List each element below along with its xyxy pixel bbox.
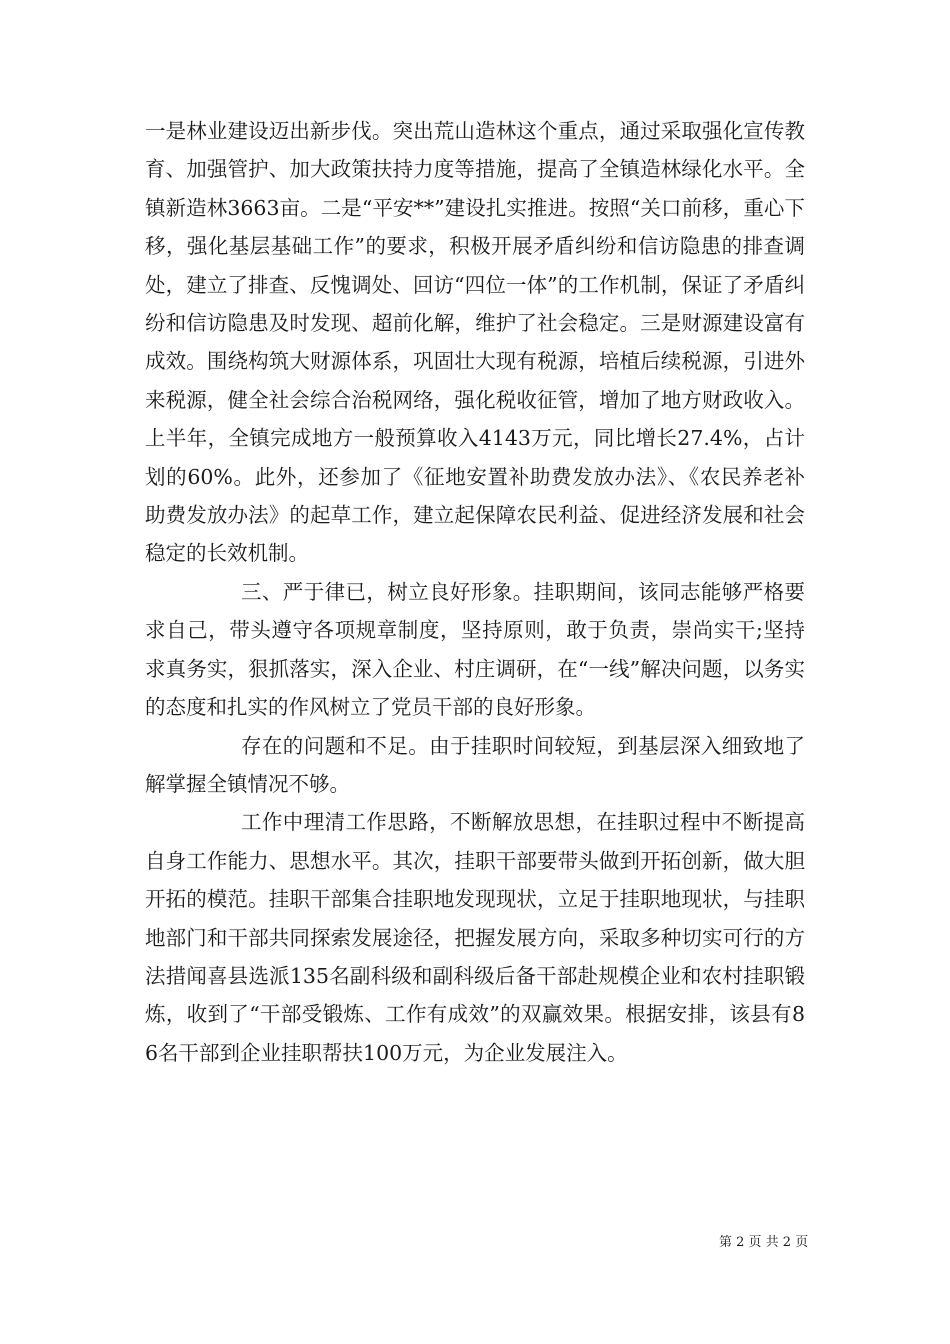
- paragraph-problems: 存在的问题和不足。由于挂职时间较短，到基层深入细致地了解掌握全镇情况不够。: [145, 733, 805, 796]
- document-body: [145, 112, 805, 1072]
- paragraph-work-ideas: 工作中理清工作思路，不断解放思想，在挂职过程中不断提高自身工作能力、思想水平。其次，挂职干部要带头做到开拓创新，做大胆开拓的模范。挂职干部集合挂职地发现现状，立足于挂职地现状，与挂职地部门和干部共同探索发展途径，把握发展方向，采取多种切实可行的方法措闻喜县选派135名副科级和副科级后备干部赴规模企业和农村挂职锻炼，收到了“干部受锻炼、工作有成效”的双赢效果。根据安排，该县有86名干部到企业挂职帮扶100万元，为企业发展注入。: [145, 810, 805, 1065]
- paragraph-self-discipline: 三、严于律已，树立良好形象。挂职期间，该同志能够严格要求自己，带头遵守各项规章制度，坚持原则，敢于负责，崇尚实干;坚持求真务实，狠抓落实，深入企业、村庄调研，在“一线”解决问题，以务实的态度和扎实的作风树立了党员干部的良好形象。: [145, 579, 805, 720]
- page-number-footer: 第 2 页 共 2 页: [719, 1235, 809, 1250]
- paragraph-forestry-safety-finance: 一是林业建设迈出新步伐。突出荒山造林这个重点，通过采取强化宣传教育、加强管护、加大政策扶持力度等措施，提高了全镇造林绿化水平。全镇新造林3663亩。二是“平安**”建设扎实推进。按照“关口前移，重心下移，强化基层基础工作”的要求，积极开展矛盾纠纷和信访隐患的排查调处，建立了排查、反愧调处、回访“四位一体”的工作机制，保证了矛盾纠纷和信访隐患及时发现、超前化解，维护了社会稳定。三是财源建设富有成效。围绕构筑大财源体系，巩固壮大现有税源，培植后续税源，引进外来税源，健全社会综合治税网络，强化税收征管，增加了地方财政收入。上半年，全镇完成地方一般预算收入4143万元，同比增长27.4%，占计划的60%。此外，还参加了《征地安置补助费发放办法》、《农民养老补助费发放办法》的起草工作，建立起保障农民利益、促进经济发展和社会稳定的长效机制。: [145, 119, 805, 566]
